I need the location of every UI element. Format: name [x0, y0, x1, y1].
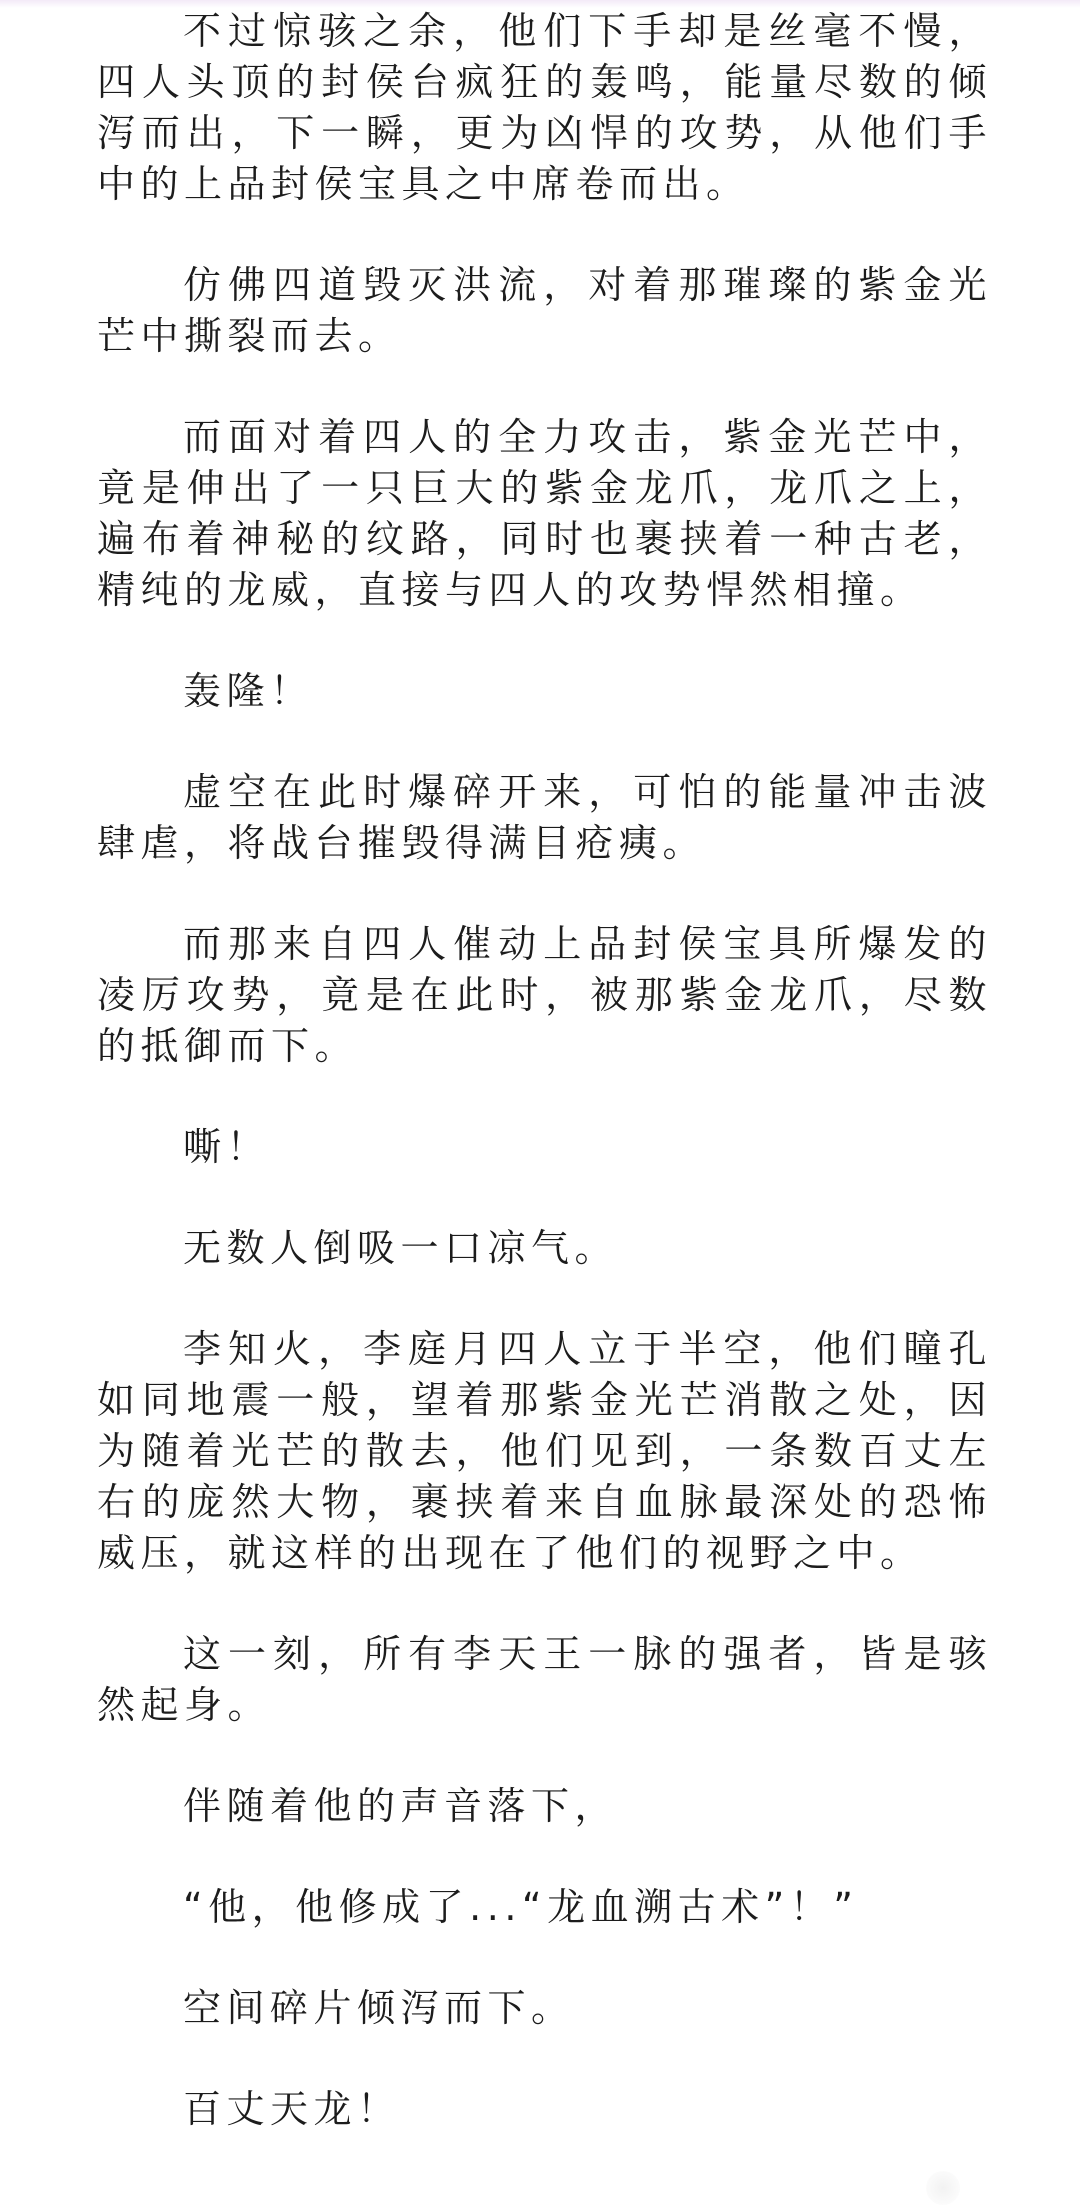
paragraph-10: 这一刻，所有李天王一脉的强者，皆是骇然起身。	[97, 1632, 992, 1727]
paragraph-2: 仿佛四道毁灭洪流，对着那璀璨的紫金光芒中撕裂而去。	[97, 263, 992, 358]
paragraph-11: 伴随着他的声音落下，	[183, 1784, 619, 1828]
reader-content[interactable]	[97, 6, 992, 2185]
watermark-icon	[926, 2171, 960, 2205]
paragraph-7: 嘶！	[183, 1125, 271, 1169]
paragraph-9: 李知火，李庭月四人立于半空，他们瞳孔如同地震一般，望着那紫金光芒消散之处，因为随着光芒的散去，他们见到，一条数百丈左右的庞然大物，裹挟着来自血脉最深处的恐怖威压，就这样的出现在了他们的视野之中。	[97, 1327, 992, 1575]
paragraph-5: 虚空在此时爆碎开来，可怕的能量冲击波肆虐，将战台摧毁得满目疮痍。	[97, 770, 992, 865]
paragraph-4: 轰隆！	[183, 669, 314, 713]
paragraph-1: 不过惊骇之余，他们下手却是丝毫不慢，四人头顶的封侯台疯狂的轰鸣，能量尽数的倾泻而出，下一瞬，更为凶悍的攻势，从他们手中的上品封侯宝具之中席卷而出。	[97, 9, 992, 206]
paragraph-14: 百丈天龙！	[183, 2087, 401, 2131]
paragraph-3: 而面对着四人的全力攻击，紫金光芒中，竟是伸出了一只巨大的紫金龙爪，龙爪之上，遍布着神秘的纹路，同时也裹挟着一种古老，精纯的龙威，直接与四人的攻势悍然相撞。	[97, 415, 992, 612]
paragraph-13: 空间碎片倾泻而下。	[183, 1986, 575, 2030]
paragraph-6: 而那来自四人催动上品封侯宝具所爆发的凌厉攻势，竟是在此时，被那紫金龙爪，尽数的抵御而下。	[97, 922, 992, 1068]
paragraph-12: “他，他修成了...“龙血溯古术”！”	[183, 1885, 859, 1929]
paragraph-8: 无数人倒吸一口凉气。	[183, 1226, 619, 1270]
